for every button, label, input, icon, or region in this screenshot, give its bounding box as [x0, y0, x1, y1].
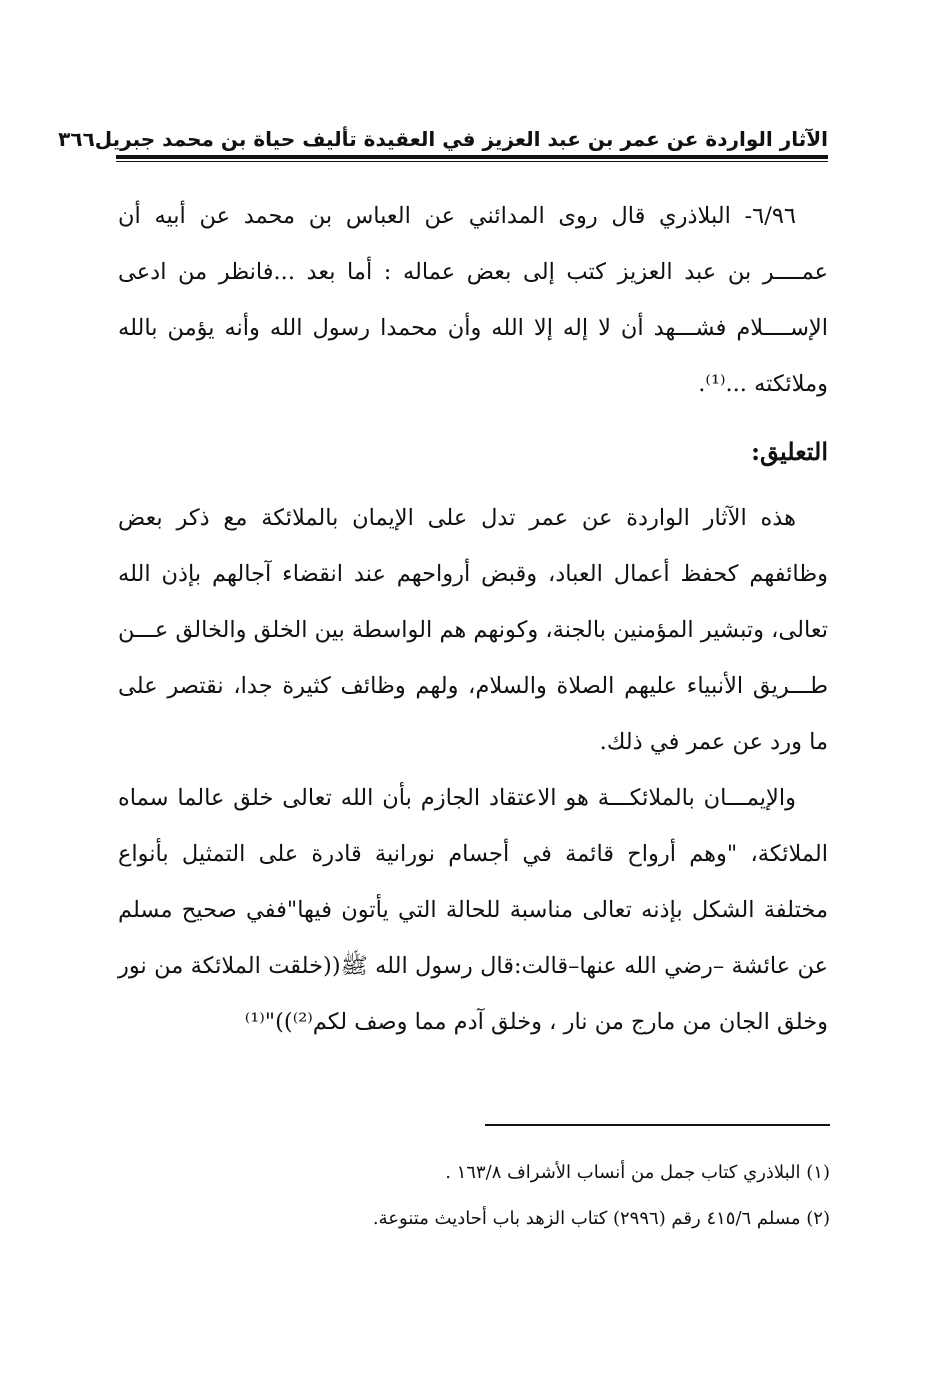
footnotes	[118, 1150, 830, 1242]
footnote-1: (١) البلاذري كتاب جمل من أنساب الأشراف ١٦٣/٨ .	[445, 1162, 830, 1183]
commentary-paragraph-1: هذه الآثار الواردة عن عمر تدل على الإيمان بالملائكة مع ذكر بعض وظائفهم كحفظ أعمال العباد، وقبض أرواحهم عند انقضاء آجالهم بإذن الله تعالى، وتبشير المؤمنين بالجنة، وكونهم هم الواسطة بين الخلق والخالق عـــن طـــريق الأنبياء عليهم الصلاة والسلام، ولهم وظائف كثيرة جدا، نقتصر على ما ورد عن عمر في ذلك.	[118, 505, 828, 755]
footnote-2: (٢) مسلم ٤١٥/٦ رقم (٢٩٩٦) كتاب الزهد باب أحاديث متنوعة.	[372, 1208, 830, 1229]
commentary-paragraph-2: والإيمـــان بالملائكـــة هو الاعتقاد الجازم بأن الله تعالى خلق عالما سماه الملائكة، "وهم أرواح قائمة في أجسام نورانية قادرة على التمثيل بأنواع مختلفة الشكل بإذنه تعالى مناسبة للحالة التي يأتون فيها"ففي صحيح مسلم عن عائشة –رضي الله عنها–قالت:قال رسول الله ﷺ((خلقت الملائكة من نور وخلق الجان من مارج من نار ، وخلق آدم مما وصف لكم⁽²⁾))"⁽¹⁾	[118, 785, 828, 1035]
page-number: ٣٦٦	[58, 127, 95, 151]
header-rule-thin	[116, 161, 828, 162]
narration-paragraph: ٦/٩٦- البلاذري قال روى المدائني عن العباس بن محمد عن أبيه أن عمــــر بن عبد العزيز كتب إلى بعض عماله : أما بعد ...فانظر من ادعى الإســــلام فشـــهد أن لا إله إلا الله وأن محمدا رسول الله وأنه يؤمن بالله وملائكته ...⁽¹⁾.	[118, 203, 828, 397]
header-rule-thick	[116, 155, 828, 159]
body-text	[118, 188, 828, 1050]
commentary-heading: التعليق:	[751, 437, 828, 466]
header-title: الآثار الواردة عن عمر بن عبد العزيز في العقيدة تأليف حياة بن محمد جبريل	[94, 127, 828, 151]
running-header	[58, 118, 828, 154]
footnote-separator	[485, 1124, 830, 1126]
